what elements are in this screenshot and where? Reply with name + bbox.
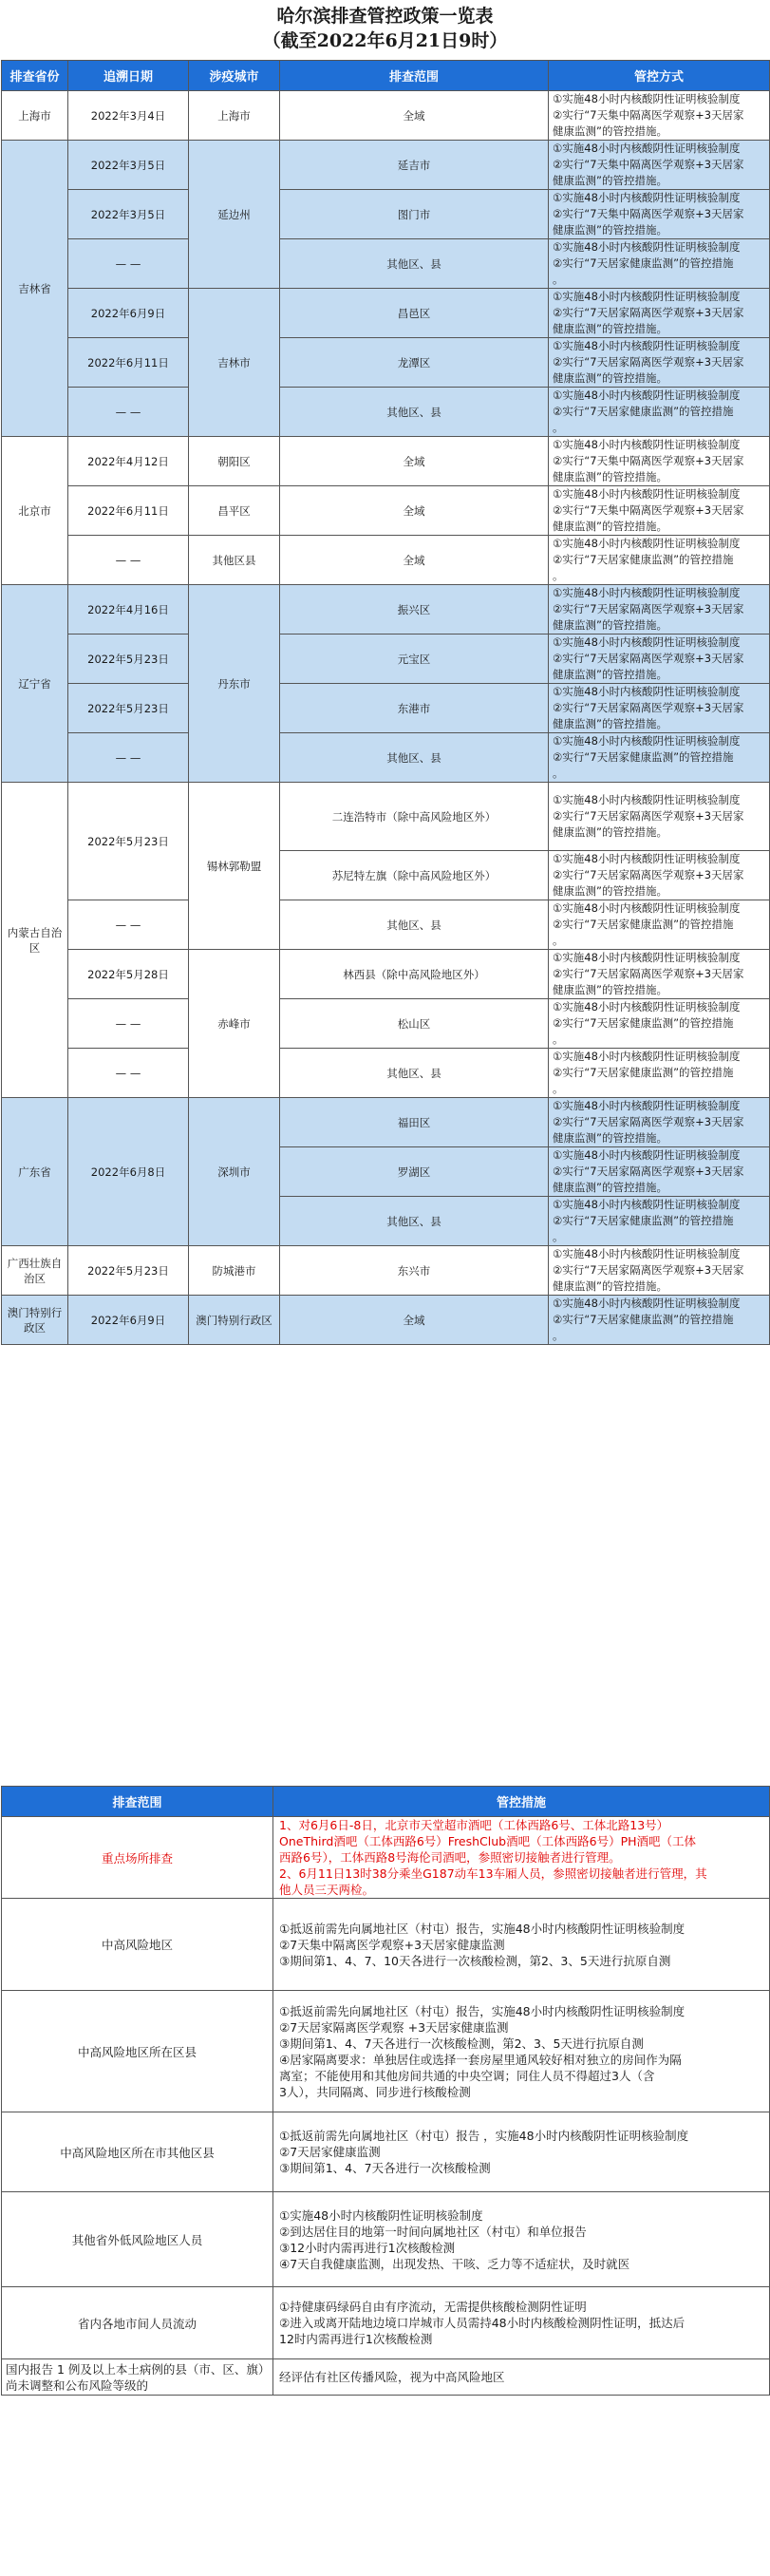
control-line: ②实行“7天集中隔离医学观察+3天居家	[553, 108, 744, 122]
table-row	[2, 1246, 770, 1296]
date-cell: 2022年3月5日	[68, 141, 189, 190]
province-cell: 广西壮族自治区	[2, 1246, 68, 1296]
table-row	[2, 733, 770, 783]
scope-cell: 图门市	[280, 190, 549, 239]
header-scope: 排查范围	[280, 61, 549, 91]
control-cell	[549, 338, 770, 388]
scope-cell: 国内报告 1 例及以上本土病例的县（市、区、旗）尚未调整和公布风险等级的	[2, 2359, 273, 2396]
control-line: ②实行“7天居家隔离医学观察+3天居家	[553, 1263, 744, 1277]
scope-cell: 东港市	[280, 684, 549, 733]
control-line: ①实施48小时内核酸阴性证明核验制度	[553, 901, 741, 915]
measure-line: OneThird酒吧（工体西路6号）FreshClub酒吧（工体西路6号）PH酒吧（工体	[279, 1834, 697, 1848]
scope-cell: 其他省外低风险地区人员	[2, 2192, 273, 2287]
control-line: 。	[553, 1230, 564, 1243]
scope-cell: 重点场所排查	[2, 1817, 273, 1899]
control-line: ②实行“7天集中隔离医学观察+3天居家	[553, 454, 744, 467]
table-row	[2, 900, 770, 950]
control-cell	[549, 900, 770, 950]
measure-cell	[273, 2112, 770, 2192]
measure-line: 他人员三天两检。	[279, 1883, 375, 1897]
control-line: 健康监测”的管控措施。	[553, 1181, 667, 1194]
city-cell: 上海市	[189, 91, 280, 141]
measure-line: ④7天自我健康监测，出现发热、干咳、乏力等不适症状，及时就医	[279, 2256, 630, 2271]
control-line: ②实行“7天居家隔离医学观察+3天居家	[553, 602, 744, 616]
date-cell: 2022年3月5日	[68, 190, 189, 239]
province-cell: 吉林省	[2, 141, 68, 437]
control-line: ①实施48小时内核酸阴性证明核验制度	[553, 142, 741, 155]
control-line: 健康监测”的管控措施。	[553, 668, 667, 681]
measure-line: ②7天居家健康监测	[279, 2145, 381, 2159]
measure-line: 12时内需再进行1次核酸检测	[279, 2332, 433, 2346]
city-cell: 赤峰市	[189, 950, 280, 1098]
control-line: ①实施48小时内核酸阴性证明核验制度	[553, 635, 741, 649]
control-cell	[549, 1147, 770, 1197]
control-line: ②实行“7天居家隔离医学观察+3天居家	[553, 652, 744, 665]
control-line: ①实施48小时内核酸阴性证明核验制度	[553, 793, 741, 806]
control-line: ①实施48小时内核酸阴性证明核验制度	[553, 852, 741, 865]
control-line: 健康监测”的管控措施。	[553, 520, 667, 533]
table-row	[2, 2359, 770, 2396]
date-cell: 2022年5月23日	[68, 635, 189, 684]
measure-cell	[273, 1817, 770, 1899]
control-line: ①实施48小时内核酸阴性证明核验制度	[553, 240, 741, 254]
header-control: 管控方式	[549, 61, 770, 91]
measure-line: ④居家隔离要求：单独居住或选择一套房屋里通风较好相对独立的房间作为隔	[279, 2052, 682, 2067]
province-control-table	[1, 60, 770, 1345]
measure-cell	[273, 2192, 770, 2287]
control-line: 健康监测”的管控措施。	[553, 717, 667, 730]
control-cell	[549, 1197, 770, 1246]
scope-cell: 林西县（除中高风险地区外）	[280, 950, 549, 999]
control-line: 。	[553, 934, 564, 947]
control-line: 。	[553, 767, 564, 780]
scope-cell: 中高风险地区所在区县	[2, 1991, 273, 2112]
measure-line: ①抵返前需先向属地社区（村屯）报告，实施48小时内核酸阴性证明核验制度	[279, 2003, 685, 2018]
control-line: ②实行“7天居家健康监测”的管控措施	[553, 1066, 734, 1079]
scope-cell: 中高风险地区	[2, 1899, 273, 1991]
control-cell	[549, 437, 770, 486]
control-line: 健康监测”的管控措施。	[553, 322, 667, 335]
scope-cell: 省内各地市间人员流动	[2, 2287, 273, 2359]
control-line: ①实施48小时内核酸阴性证明核验制度	[553, 1297, 741, 1310]
control-cell	[549, 141, 770, 190]
table-row	[2, 1991, 770, 2112]
scope-cell: 全域	[280, 437, 549, 486]
control-line: 健康监测”的管控措施。	[553, 1131, 667, 1145]
control-cell	[549, 950, 770, 999]
table-row	[2, 190, 770, 239]
control-line: ②实行“7天集中隔离医学观察+3天居家	[553, 503, 744, 517]
control-line: 健康监测”的管控措施。	[553, 884, 667, 898]
control-line: 。	[553, 273, 564, 286]
control-line: ①实施48小时内核酸阴性证明核验制度	[553, 92, 741, 105]
date-cell: 2022年6月9日	[68, 289, 189, 338]
date-cell: 2022年6月8日	[68, 1098, 189, 1246]
table-row	[2, 486, 770, 536]
control-line: 。	[553, 569, 564, 582]
measure-line: ③期间第1、4、7天各进行一次核酸检测，第2、3、5天进行抗原自测	[279, 2036, 644, 2051]
table-row	[2, 999, 770, 1049]
control-line: ②实行“7天居家健康监测”的管控措施	[553, 918, 734, 931]
control-line: ①实施48小时内核酸阴性证明核验制度	[553, 1148, 741, 1162]
control-line: ②实行“7天居家隔离医学观察+3天居家	[553, 868, 744, 881]
control-line: 健康监测”的管控措施。	[553, 470, 667, 483]
measure-cell	[273, 2359, 770, 2396]
table-row	[2, 338, 770, 388]
measure-line: ①抵返前需先向属地社区（村屯）报告 ，实施48小时内核酸阴性证明核验制度	[279, 2129, 689, 2143]
control-line: 健康监测”的管控措施。	[553, 174, 667, 187]
control-cell	[549, 635, 770, 684]
table-row	[2, 1817, 770, 1899]
control-line: ②实行“7天居家健康监测”的管控措施	[553, 1214, 734, 1227]
date-cell: 2022年5月23日	[68, 783, 189, 900]
header-province: 排查省份	[2, 61, 68, 91]
province-cell: 内蒙古自治区	[2, 783, 68, 1098]
date-cell: — —	[68, 999, 189, 1049]
control-line: ①实施48小时内核酸阴性证明核验制度	[553, 339, 741, 352]
scope-cell: 全域	[280, 486, 549, 536]
date-cell: — —	[68, 388, 189, 437]
table-header-row	[2, 1787, 770, 1817]
control-line: 。	[553, 1032, 564, 1046]
control-line: ①实施48小时内核酸阴性证明核验制度	[553, 487, 741, 501]
table-row	[2, 437, 770, 486]
control-line: ①实施48小时内核酸阴性证明核验制度	[553, 1050, 741, 1063]
control-line: ②实行“7天居家隔离医学观察+3天居家	[553, 967, 744, 980]
city-cell: 昌平区	[189, 486, 280, 536]
measure-line: ③期间第1、4、7、10天各进行一次核酸检测，第2、3、5天进行抗原自测	[279, 1953, 671, 1968]
table-row	[2, 585, 770, 635]
scope-cell: 其他区、县	[280, 900, 549, 950]
control-line: 健康监测”的管控措施。	[553, 1279, 667, 1293]
province-cell: 上海市	[2, 91, 68, 141]
control-line: ②实行“7天居家健康监测”的管控措施	[553, 1313, 734, 1326]
control-line: ②实行“7天居家健康监测”的管控措施	[553, 256, 734, 270]
header-scope: 排查范围	[2, 1787, 273, 1817]
measure-line: 离室；不能使用和其他房间共通的中央空调；同住人员不得超过3人（含	[279, 2068, 655, 2083]
table-row	[2, 2112, 770, 2192]
table-row	[2, 783, 770, 851]
control-line: ②实行“7天居家隔离医学观察+3天居家	[553, 1115, 744, 1128]
scope-cell: 元宝区	[280, 635, 549, 684]
header-measures: 管控措施	[273, 1787, 770, 1817]
table-row	[2, 1098, 770, 1147]
measure-line: ①抵返前需先向属地社区（村屯）报告，实施48小时内核酸阴性证明核验制度	[279, 1921, 685, 1936]
scope-cell: 松山区	[280, 999, 549, 1049]
control-cell	[549, 1049, 770, 1098]
control-cell	[549, 851, 770, 900]
date-cell: — —	[68, 1049, 189, 1098]
control-line: ②实行“7天居家健康监测”的管控措施	[553, 553, 734, 566]
title-block	[0, 0, 770, 59]
scope-cell: 其他区、县	[280, 1197, 549, 1246]
date-cell: 2022年4月12日	[68, 437, 189, 486]
control-cell	[549, 999, 770, 1049]
measure-cell	[273, 1899, 770, 1991]
measure-line: ②7天集中隔离医学观察+3天居家健康监测	[279, 1937, 505, 1952]
scope-cell: 其他区、县	[280, 239, 549, 289]
control-line: 。	[553, 1329, 564, 1342]
control-line: ②实行“7天居家健康监测”的管控措施	[553, 405, 734, 418]
measure-line: ②到达居住目的地第一时间向属地社区（村屯）和单位报告	[279, 2224, 587, 2239]
control-line: ①实施48小时内核酸阴性证明核验制度	[553, 290, 741, 303]
control-line: ②实行“7天集中隔离医学观察+3天居家	[553, 207, 744, 220]
control-line: ②实行“7天集中隔离医学观察+3天居家	[553, 158, 744, 171]
table-row	[2, 684, 770, 733]
table-row	[2, 91, 770, 141]
measure-line: ②7天居家隔离医学观察 +3天居家健康监测	[279, 2019, 509, 2035]
control-line: 。	[553, 421, 564, 434]
scope-cell: 全域	[280, 1296, 549, 1345]
scope-cell: 昌邑区	[280, 289, 549, 338]
date-cell: 2022年4月16日	[68, 585, 189, 635]
control-cell	[549, 733, 770, 783]
control-line: 健康监测”的管控措施。	[553, 223, 667, 237]
scope-cell: 振兴区	[280, 585, 549, 635]
scope-cell: 其他区、县	[280, 388, 549, 437]
control-cell	[549, 585, 770, 635]
scope-cell: 东兴市	[280, 1246, 549, 1296]
date-cell: 2022年6月9日	[68, 1296, 189, 1345]
control-line: ①实施48小时内核酸阴性证明核验制度	[553, 1099, 741, 1112]
table-row	[2, 1296, 770, 1345]
scope-cell: 苏尼特左旗（除中高风险地区外）	[280, 851, 549, 900]
city-cell: 深圳市	[189, 1098, 280, 1246]
scope-cell: 延吉市	[280, 141, 549, 190]
header-city: 涉疫城市	[189, 61, 280, 91]
scope-cell: 龙潭区	[280, 338, 549, 388]
city-cell: 延边州	[189, 141, 280, 289]
control-line: 健康监测”的管控措施。	[553, 983, 667, 996]
date-cell: 2022年5月23日	[68, 1246, 189, 1296]
date-cell: 2022年6月11日	[68, 486, 189, 536]
control-line: ②实行“7天居家隔离医学观察+3天居家	[553, 701, 744, 714]
table-row	[2, 536, 770, 585]
measure-line: 经评估有社区传播风险，视为中高风险地区	[279, 2370, 505, 2384]
control-cell	[549, 783, 770, 851]
scope-cell: 罗湖区	[280, 1147, 549, 1197]
control-cell	[549, 1098, 770, 1147]
control-line: 健康监测”的管控措施。	[553, 124, 667, 138]
control-line: ①实施48小时内核酸阴性证明核验制度	[553, 685, 741, 698]
control-cell	[549, 239, 770, 289]
control-line: ②实行“7天居家隔离医学观察+3天居家	[553, 306, 744, 319]
table-row	[2, 2287, 770, 2359]
control-cell	[549, 190, 770, 239]
measure-cell	[273, 2287, 770, 2359]
control-line: ①实施48小时内核酸阴性证明核验制度	[553, 191, 741, 204]
control-line: 健康监测”的管控措施。	[553, 825, 667, 839]
header-date: 追溯日期	[68, 61, 189, 91]
control-line: ①实施48小时内核酸阴性证明核验制度	[553, 951, 741, 964]
control-line: ②实行“7天居家健康监测”的管控措施	[553, 1016, 734, 1030]
city-cell: 防城港市	[189, 1246, 280, 1296]
measure-line: 西路6号），工体西路8号海伦司酒吧，参照密切接触者进行管理。	[279, 1850, 621, 1865]
risk-area-measure-table	[1, 1786, 770, 2396]
table-row	[2, 1899, 770, 1991]
date-cell: 2022年6月11日	[68, 338, 189, 388]
control-line: ①实施48小时内核酸阴性证明核验制度	[553, 1247, 741, 1260]
city-cell: 澳门特别行政区	[189, 1296, 280, 1345]
table-header-row	[2, 61, 770, 91]
control-cell	[549, 1246, 770, 1296]
table-row	[2, 239, 770, 289]
control-line: ②实行“7天居家隔离医学观察+3天居家	[553, 1165, 744, 1178]
scope-cell: 其他区、县	[280, 1049, 549, 1098]
city-cell: 吉林市	[189, 289, 280, 437]
scope-cell: 福田区	[280, 1098, 549, 1147]
control-line: 健康监测”的管控措施。	[553, 618, 667, 632]
page-subtitle: （截至2022年6月21日9时）	[262, 30, 508, 51]
province-cell: 辽宁省	[2, 585, 68, 783]
table-row	[2, 289, 770, 338]
table-row	[2, 1049, 770, 1098]
control-cell	[549, 684, 770, 733]
measure-line: ③期间第1、4、7天各进行一次核酸检测	[279, 2161, 491, 2175]
control-cell	[549, 91, 770, 141]
control-line: ②实行“7天居家健康监测”的管控措施	[553, 750, 734, 764]
measure-cell	[273, 1991, 770, 2112]
date-cell: — —	[68, 536, 189, 585]
control-cell	[549, 388, 770, 437]
control-line: 。	[553, 1082, 564, 1095]
control-line: ①实施48小时内核酸阴性证明核验制度	[553, 734, 741, 748]
table-row	[2, 635, 770, 684]
control-line: ②实行“7天居家隔离医学观察+3天居家	[553, 355, 744, 369]
control-line: ①实施48小时内核酸阴性证明核验制度	[553, 438, 741, 451]
table-row	[2, 388, 770, 437]
province-cell: 北京市	[2, 437, 68, 585]
city-cell: 其他区县	[189, 536, 280, 585]
control-line: ①实施48小时内核酸阴性证明核验制度	[553, 537, 741, 550]
province-cell: 广东省	[2, 1098, 68, 1246]
scope-cell: 二连浩特市（除中高风险地区外）	[280, 783, 549, 851]
province-cell: 澳门特别行政区	[2, 1296, 68, 1345]
scope-cell: 全域	[280, 536, 549, 585]
city-cell: 朝阳区	[189, 437, 280, 486]
scope-cell: 其他区、县	[280, 733, 549, 783]
measure-line: ①实施48小时内核酸阴性证明核验制度	[279, 2207, 483, 2223]
control-line: ②实行“7天居家隔离医学观察+3天居家	[553, 809, 744, 823]
table-row	[2, 141, 770, 190]
city-cell: 丹东市	[189, 585, 280, 783]
table-row	[2, 950, 770, 999]
control-cell	[549, 1296, 770, 1345]
measure-line: 3人），共同隔离、同步进行核酸检测	[279, 2084, 471, 2099]
measure-line: 2、6月11日13时38分乘坐G187动车13车厢人员，参照密切接触者进行管理，其	[279, 1866, 707, 1881]
scope-cell: 全域	[280, 91, 549, 141]
control-line: ①实施48小时内核酸阴性证明核验制度	[553, 1000, 741, 1013]
date-cell: — —	[68, 239, 189, 289]
measure-line: ②进入或离开陆地边境口岸城市人员需持48小时内核酸检测阴性证明，抵达后	[279, 2316, 685, 2330]
control-line: ①实施48小时内核酸阴性证明核验制度	[553, 586, 741, 599]
control-cell	[549, 289, 770, 338]
page-title: 哈尔滨排查管控政策一览表	[276, 6, 494, 27]
measure-line: ①持健康码绿码自由有序流动，无需提供核酸检测阴性证明	[279, 2300, 587, 2314]
date-cell: — —	[68, 733, 189, 783]
city-cell: 锡林郭勒盟	[189, 783, 280, 950]
scope-cell: 中高风险地区所在市其他区县	[2, 2112, 273, 2192]
date-cell: 2022年5月23日	[68, 684, 189, 733]
date-cell: 2022年3月4日	[68, 91, 189, 141]
control-cell	[549, 536, 770, 585]
measure-line: ③12小时内需再进行1次核酸检测	[279, 2240, 456, 2255]
date-cell: 2022年5月28日	[68, 950, 189, 999]
date-cell: — —	[68, 900, 189, 950]
measure-line: 1、对6月6日-8日，北京市天堂超市酒吧（工体西路6号、工体北路13号）	[279, 1818, 669, 1832]
control-line: ①实施48小时内核酸阴性证明核验制度	[553, 388, 741, 402]
table-row	[2, 2192, 770, 2287]
control-cell	[549, 486, 770, 536]
control-line: ①实施48小时内核酸阴性证明核验制度	[553, 1198, 741, 1211]
control-line: 健康监测”的管控措施。	[553, 371, 667, 385]
